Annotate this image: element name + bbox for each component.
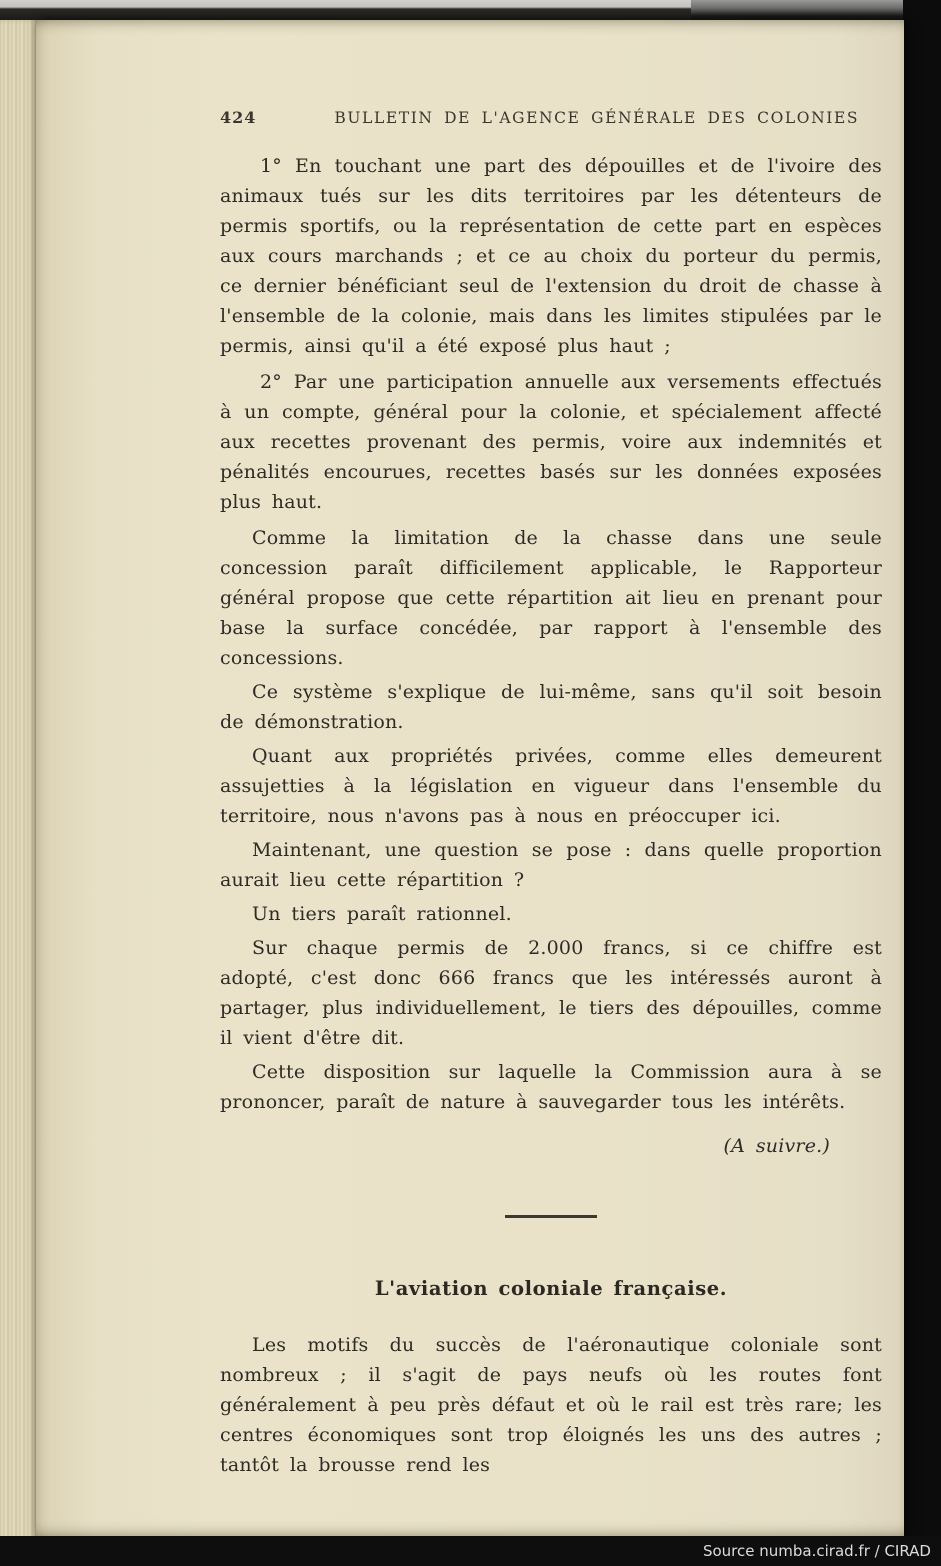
paragraph-6: Maintenant, une question se pose : dans quelle proportion aurait lieu cette répartition ? xyxy=(220,839,882,891)
paragraph-4: Ce système s'explique de lui-même, sans qu'il soit besoin de démonstration. xyxy=(220,681,882,733)
paragraph-9: Cette disposition sur laquelle la Commission aura à se prononcer, paraît de nature à sauvegarder tous les intérêts. xyxy=(220,1061,882,1113)
source-attribution-text: Source numba.cirad.fr / CIRAD xyxy=(702,1542,931,1560)
book-page xyxy=(36,20,904,1538)
page-number: 424 xyxy=(220,108,257,127)
page-header xyxy=(220,108,882,127)
article-title: L'aviation coloniale française. xyxy=(374,1277,728,1300)
article-first-paragraph: Les motifs du succès de l'aéronautique coloniale sont nombreux ; il s'agit de pays neufs où les routes font généralement à peu près défaut et où le rail est très rare; les centres économiques sont trop éloignés les uns des autres ; tantôt la brousse rend les xyxy=(220,1334,882,1476)
scan-right-background xyxy=(903,0,941,1566)
to-be-continued-note: (A suivre.) xyxy=(723,1135,830,1157)
page-body-text xyxy=(220,151,882,1480)
source-attribution-bar xyxy=(0,1536,941,1566)
paragraph-7: Un tiers paraît rationnel. xyxy=(252,903,512,925)
paragraph-3: Comme la limitation de la chasse dans une seule concession paraît difficilement applicable, le Rapporteur général propose que cette répartition ait lieu en prenant pour base la surface concédée, par rapport à l'ensemble des concessions. xyxy=(220,527,882,669)
journal-title: BULLETIN DE L'AGENCE GÉNÉRALE DES COLONIES xyxy=(334,109,860,127)
paragraph-8: Sur chaque permis de 2.000 francs, si ce chiffre est adopté, c'est donc 666 francs que les intéressés auront à partager, plus individuellement, le tiers des dépouilles, comme il vient d'être dit. xyxy=(220,937,882,1049)
book-page-edges xyxy=(0,20,38,1540)
paragraph-1: 1° En touchant une part des dépouilles et de l'ivoire des animaux tués sur les dits territoires par les détenteurs de permis sportifs, ou la représentation de cette part en espèces aux cours marchands ; et ce au choix du porteur du permis, ce dernier bénéficiant seul de l'extension du droit de chasse à l'ensemble de la colonie, mais dans les limites stipulées par le permis, ainsi qu'il a été exposé plus haut ; xyxy=(220,155,882,357)
paragraph-5: Quant aux propriétés privées, comme elles demeurent assujetties à la législation en vigueur dans l'ensemble du territoire, nous n'avons pas à nous en préoccuper ici. xyxy=(220,745,882,827)
paragraph-2: 2° Par une participation annuelle aux versements effectués à un compte, général pour la colonie, et spécialement affecté aux recettes provenant des permis, voire aux indemnités et pénalités encourues, recettes basés sur les données exposées plus haut. xyxy=(220,371,882,513)
section-separator-rule xyxy=(505,1215,597,1218)
